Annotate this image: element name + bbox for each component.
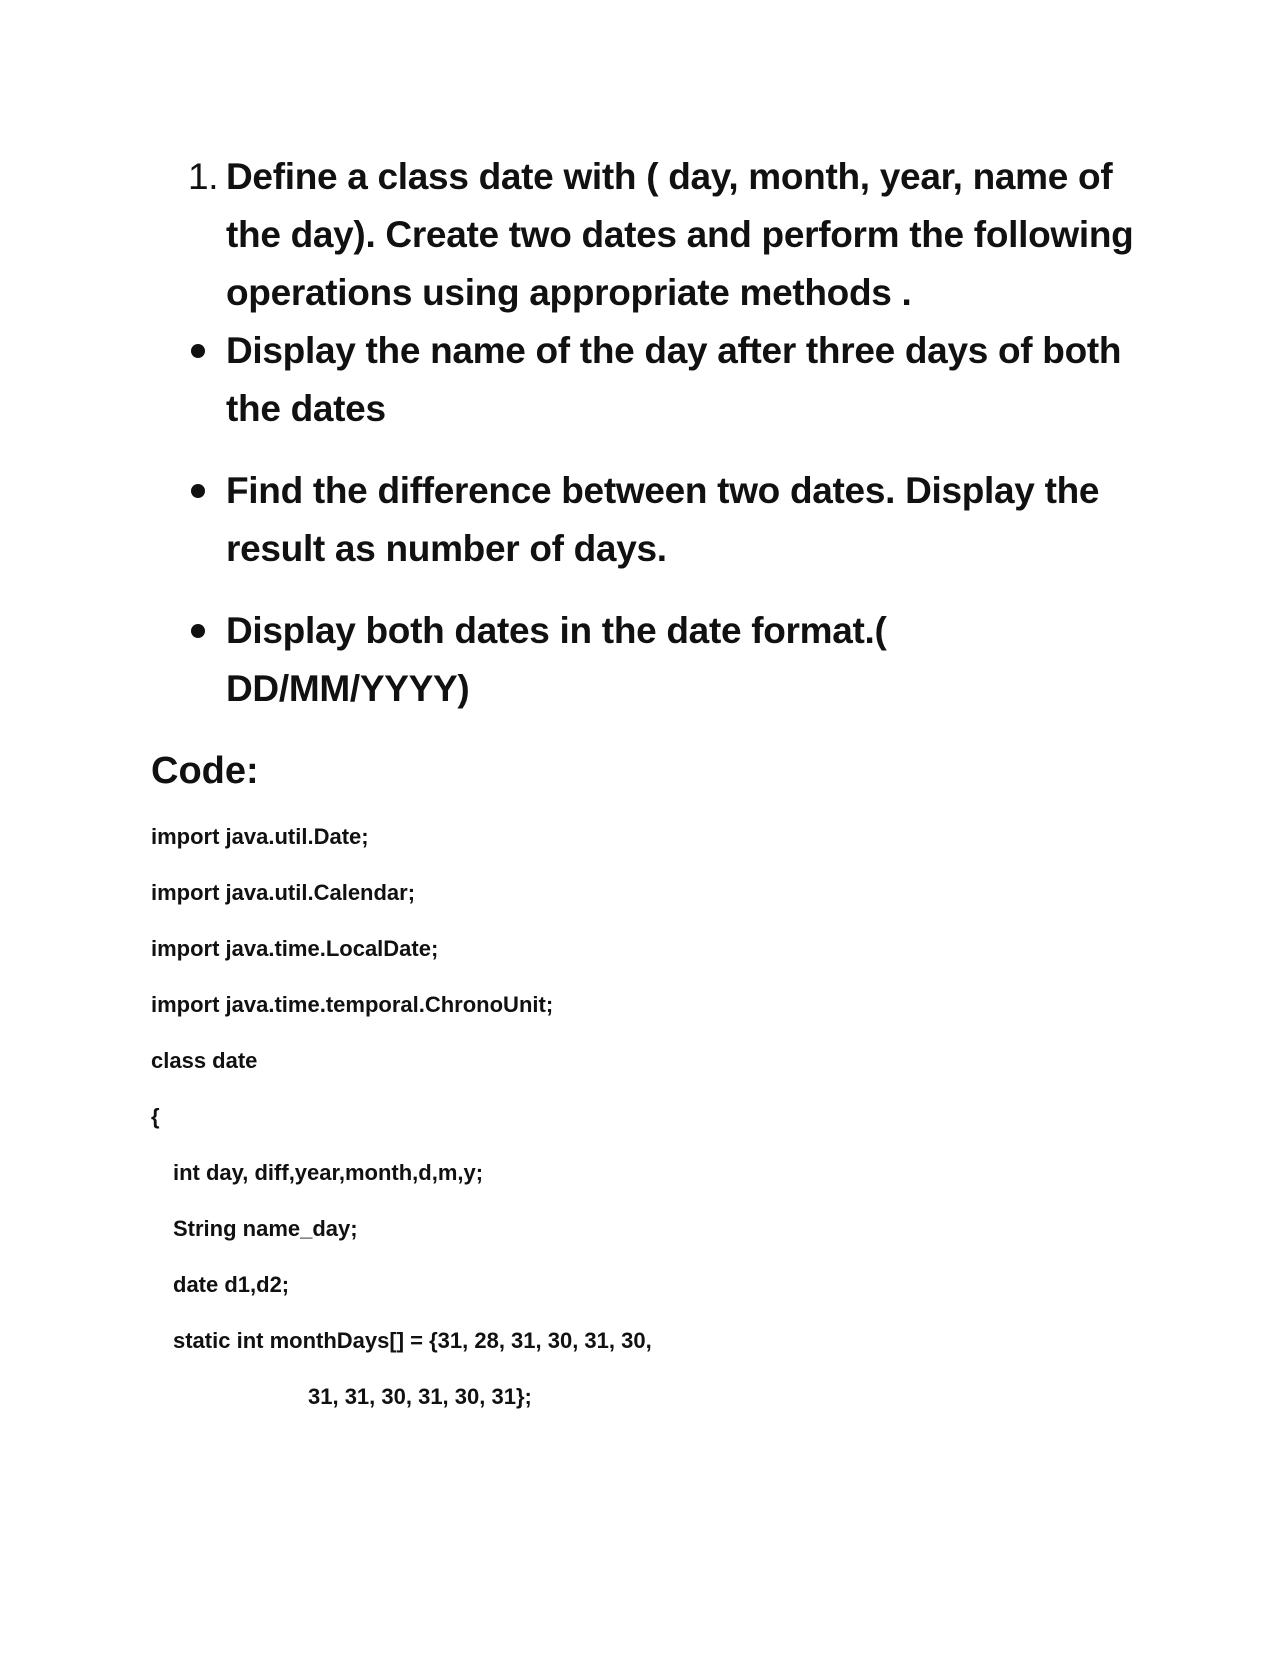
- question-block: [188, 148, 1138, 718]
- code-line: int day, diff,year,month,d,m,y;: [173, 1160, 484, 1185]
- code-line: import java.time.LocalDate;: [151, 936, 439, 961]
- question-text: Define a class date with ( day, month, year, name of the day). Create two dates and perform the following operations using appropriate methods .: [226, 156, 1134, 313]
- bullet-item-1: [188, 322, 1138, 438]
- bullet-item-3: [188, 602, 1138, 718]
- code-block: [151, 822, 1051, 1438]
- bullet-text: Display both dates in the date format.( DD/MM/YYYY): [226, 610, 887, 709]
- code-line: date d1,d2;: [173, 1272, 290, 1297]
- code-line: import java.util.Calendar;: [151, 880, 416, 905]
- code-heading: Code:: [151, 750, 259, 792]
- code-line: 31, 31, 30, 31, 30, 31};: [308, 1384, 532, 1409]
- bullet-dot-icon: [191, 344, 205, 358]
- bullet-text: Display the name of the day after three days of both the dates: [226, 330, 1122, 429]
- bullet-dot-icon: [191, 484, 205, 498]
- code-line: class date: [151, 1048, 258, 1073]
- code-line: {: [151, 1104, 160, 1129]
- bullet-text: Find the difference between two dates. Display the result as number of days.: [226, 470, 1100, 569]
- question-number: 1.: [188, 156, 219, 197]
- code-line: import java.util.Date;: [151, 824, 369, 849]
- question-item: [188, 148, 1138, 322]
- code-line: static int monthDays[] = {31, 28, 31, 30, 31, 30,: [173, 1328, 652, 1353]
- code-line: import java.time.temporal.ChronoUnit;: [151, 992, 554, 1017]
- code-line: String name_day;: [173, 1216, 358, 1241]
- bullet-item-2: [188, 462, 1138, 578]
- bullet-dot-icon: [191, 624, 205, 638]
